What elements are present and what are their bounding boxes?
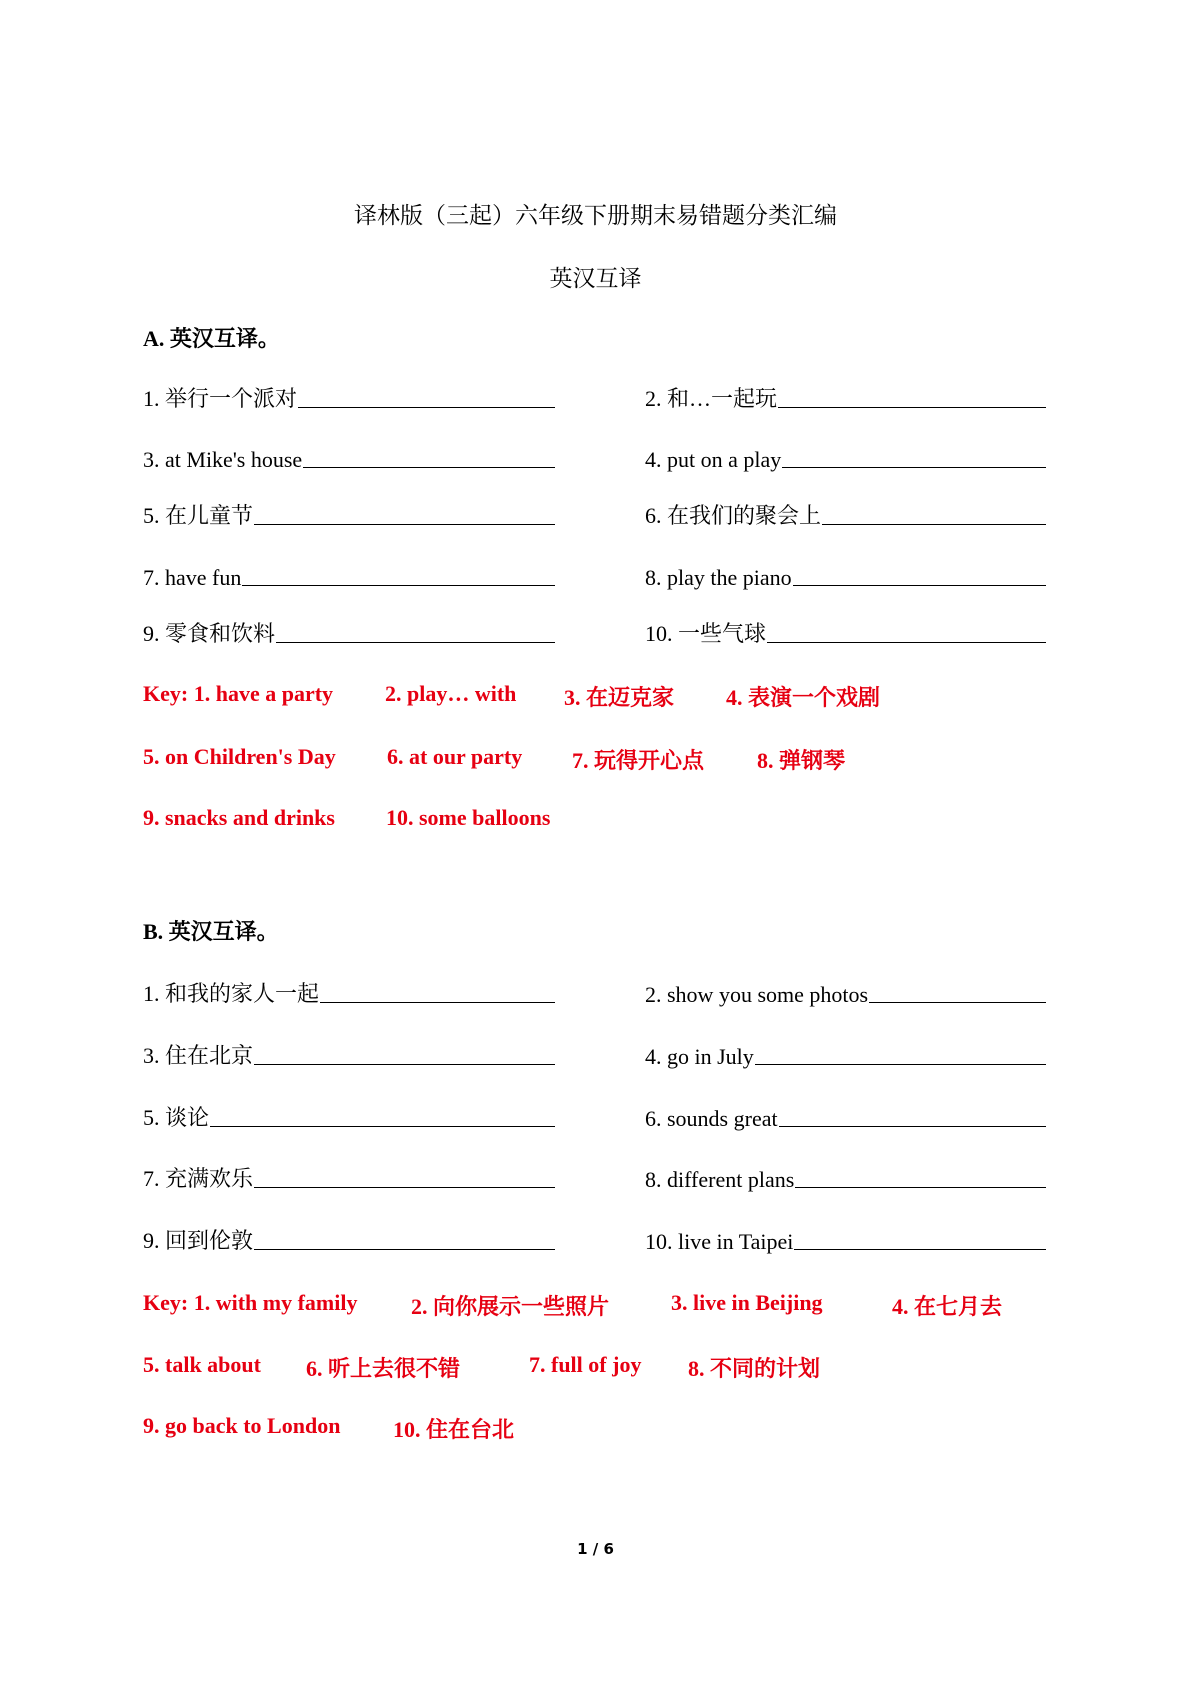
answer-blank[interactable] xyxy=(755,1064,1046,1065)
answer-key-item: 4. 表演一个戏剧 xyxy=(726,685,881,710)
question-text: 6. sounds great xyxy=(645,1106,778,1131)
question-item xyxy=(143,443,555,473)
answer-key-item: 6. 听上去很不错 xyxy=(306,1356,461,1381)
question-item xyxy=(143,500,555,530)
answer-key-item: 3. 在迈克家 xyxy=(564,685,675,710)
question-text: 9. 回到伦敦 xyxy=(143,1228,254,1253)
question-text: 8. different plans xyxy=(645,1167,795,1192)
question-text: 1. 和我的家人一起 xyxy=(143,981,320,1006)
answer-key-item: Key: 1. with my family xyxy=(143,1290,358,1315)
answer-blank[interactable] xyxy=(242,585,555,586)
question-item xyxy=(645,383,1046,413)
question-text: 5. 谈论 xyxy=(143,1105,210,1130)
question-text: 4. go in July xyxy=(645,1044,754,1069)
answer-blank[interactable] xyxy=(767,642,1046,643)
answer-blank[interactable] xyxy=(298,407,555,408)
answer-blank[interactable] xyxy=(822,524,1046,525)
answer-blank[interactable] xyxy=(210,1126,555,1127)
question-item xyxy=(645,978,1046,1008)
question-text: 7. 充满欢乐 xyxy=(143,1166,254,1191)
page-number: 1 / 6 xyxy=(577,1540,614,1558)
question-item xyxy=(143,1225,555,1255)
answer-key-item: 4. 在七月去 xyxy=(892,1294,1003,1319)
question-text: 6. 在我们的聚会上 xyxy=(645,503,822,528)
answer-blank[interactable] xyxy=(782,467,1046,468)
answer-key-item: 5. talk about xyxy=(143,1352,261,1377)
question-item xyxy=(645,500,1046,530)
question-item xyxy=(143,1163,555,1193)
answer-key-item: 8. 弹钢琴 xyxy=(757,748,846,773)
question-text: 3. at Mike's house xyxy=(143,447,303,472)
question-text: 10. 一些气球 xyxy=(645,621,767,646)
answer-key-item: 10. some balloons xyxy=(386,805,551,830)
question-text: 3. 住在北京 xyxy=(143,1043,254,1068)
answer-blank[interactable] xyxy=(869,1002,1046,1003)
answer-key-item: 9. snacks and drinks xyxy=(143,805,335,830)
answer-blank[interactable] xyxy=(795,1187,1046,1188)
question-item xyxy=(645,1040,1046,1070)
answer-blank[interactable] xyxy=(779,1126,1046,1127)
answer-key-item: 10. 住在台北 xyxy=(393,1417,515,1442)
answer-blank[interactable] xyxy=(254,1187,555,1188)
question-item xyxy=(645,443,1046,473)
question-item xyxy=(645,1102,1046,1132)
question-item xyxy=(645,618,1046,648)
document-title: 译林版（三起）六年级下册期末易错题分类汇编 xyxy=(354,203,837,229)
answer-key-item: Key: 1. have a party xyxy=(143,681,334,706)
answer-key-item: 3. live in Beijing xyxy=(671,1290,823,1315)
answer-blank[interactable] xyxy=(794,1249,1046,1250)
question-item xyxy=(143,561,555,591)
answer-blank[interactable] xyxy=(254,524,555,525)
document-subtitle: 英汉互译 xyxy=(549,266,642,292)
answer-blank[interactable] xyxy=(276,642,555,643)
question-text: 8. play the piano xyxy=(645,565,792,590)
question-text: 7. have fun xyxy=(143,565,242,590)
section-heading: B. 英汉互译。 xyxy=(143,919,279,944)
question-text: 2. show you some photos xyxy=(645,982,869,1007)
answer-blank[interactable] xyxy=(793,585,1046,586)
question-text: 10. live in Taipei xyxy=(645,1229,794,1254)
question-text: 4. put on a play xyxy=(645,447,782,472)
question-item xyxy=(143,1040,555,1070)
question-text: 9. 零食和饮料 xyxy=(143,621,276,646)
question-item xyxy=(143,978,555,1008)
question-text: 5. 在儿童节 xyxy=(143,503,254,528)
answer-key-item: 2. 向你展示一些照片 xyxy=(411,1294,610,1319)
answer-key-item: 7. full of joy xyxy=(529,1352,642,1377)
answer-blank[interactable] xyxy=(254,1064,555,1065)
question-item xyxy=(143,383,555,413)
question-item xyxy=(143,618,555,648)
question-item xyxy=(645,1163,1046,1193)
question-item xyxy=(143,1102,555,1132)
answer-blank[interactable] xyxy=(778,407,1046,408)
answer-blank[interactable] xyxy=(320,1002,555,1003)
question-item xyxy=(645,1225,1046,1255)
question-text: 1. 举行一个派对 xyxy=(143,386,298,411)
question-item xyxy=(645,561,1046,591)
answer-key-item: 7. 玩得开心点 xyxy=(572,748,705,773)
answer-blank[interactable] xyxy=(303,467,555,468)
section-heading: A. 英汉互译。 xyxy=(143,326,280,351)
answer-blank[interactable] xyxy=(254,1249,555,1250)
answer-key-item: 9. go back to London xyxy=(143,1413,341,1438)
answer-key-item: 6. at our party xyxy=(387,744,523,769)
answer-key-item: 8. 不同的计划 xyxy=(688,1356,821,1381)
answer-key-item: 5. on Children's Day xyxy=(143,744,336,769)
answer-key-item: 2. play… with xyxy=(385,681,517,706)
question-text: 2. 和…一起玩 xyxy=(645,386,778,411)
